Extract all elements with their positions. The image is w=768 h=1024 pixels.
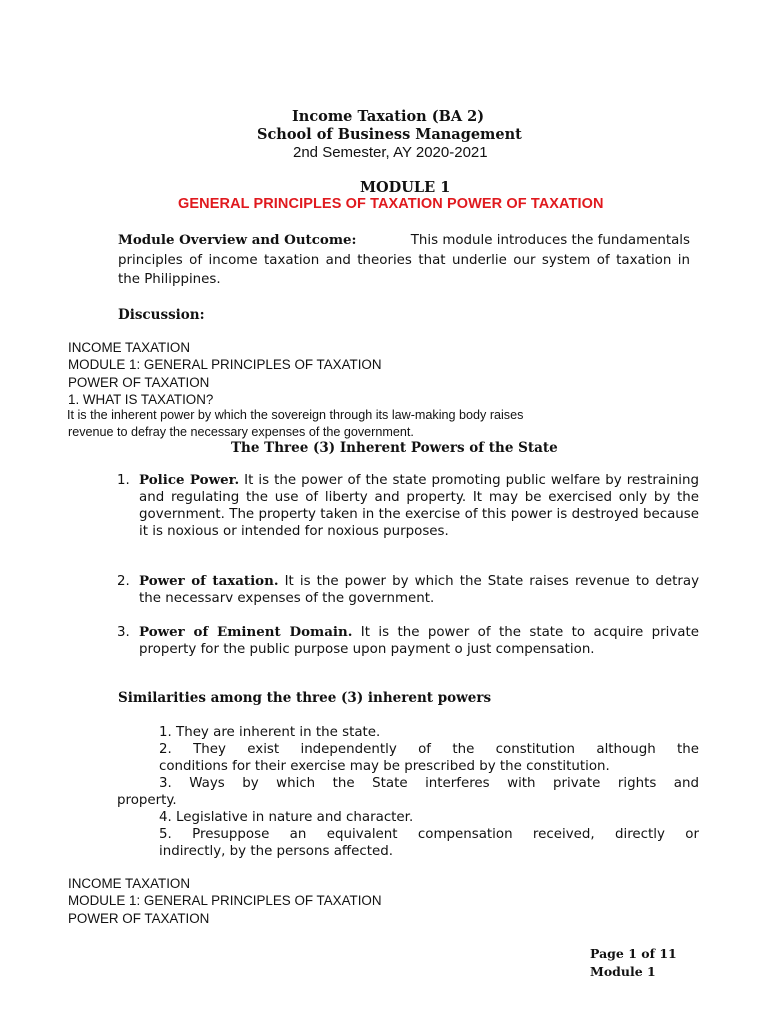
taxation-definition — [67, 407, 523, 440]
module-number: MODULE 1 — [360, 179, 451, 196]
page-footer — [590, 945, 677, 981]
similarity-item: 4. Legislative in nature and character. — [159, 810, 414, 825]
running-header-line: INCOME TAXATION — [68, 340, 191, 355]
power-text: It is the power of the state promoting public welfare by restraining and regulating the use of liberty and property. It may be exercised only by the government. The property taken in the exercise of this power is destroyed because it is noxious or intended for noxious purposes. — [139, 473, 700, 539]
school-name: School of Business Management — [257, 126, 522, 143]
power-text: It is the power by which the State raises revenue to detray the necessarv expenses of the government. — [139, 574, 699, 606]
running-header-bottom — [68, 875, 382, 927]
course-title: Income Taxation (BA 2) — [292, 108, 485, 125]
module-title: GENERAL PRINCIPLES OF TAXATION POWER OF TAXATION — [178, 196, 604, 212]
similarity-item: 3. Ways by which the State interferes with private rights and property. — [117, 776, 699, 808]
power-item — [117, 472, 699, 540]
overview-label: Module Overview and Outcome: — [118, 232, 357, 248]
similarity-item: 2. They exist independently of the constitution although the conditions for their exercise may be prescribed by the constitution. — [159, 742, 699, 774]
running-header-line: MODULE 1: GENERAL PRINCIPLES OF TAXATION — [68, 893, 382, 909]
definition-line: revenue to defray the necessary expenses of the government. — [68, 424, 414, 439]
similarities-list — [117, 724, 699, 860]
running-header-line: MODULE 1: GENERAL PRINCIPLES OF TAXATION — [68, 357, 382, 373]
running-header-top — [68, 339, 382, 408]
power-number: 1. — [117, 473, 130, 488]
power-title: Power of Eminent Domain. — [139, 624, 353, 640]
power-number: 3. — [117, 625, 130, 640]
power-item — [117, 573, 699, 607]
power-number: 2. — [117, 574, 130, 589]
semester-line: 2nd Semester, AY 2020-2021 — [293, 144, 488, 161]
running-header-line: POWER OF TAXATION — [68, 374, 210, 390]
running-header-line: INCOME TAXATION — [68, 876, 191, 891]
powers-heading: The Three (3) Inherent Powers of the State — [231, 440, 558, 456]
overview-text: principles of income taxation and theories that underlie our system of taxation in the Philippines. — [118, 253, 690, 287]
footer-module: Module 1 — [590, 964, 656, 979]
power-item — [117, 624, 699, 658]
definition-line: It is the inherent power by which the sovereign through its law-making body raises — [67, 408, 524, 422]
power-title: Police Power. — [139, 472, 240, 488]
page-number: Page 1 of 11 — [590, 946, 677, 961]
similarity-item: 1. They are inherent in the state. — [159, 725, 381, 740]
power-title: Power of taxation. — [139, 573, 279, 589]
power-text: It is the power of the state to acquire private property for the public purpose upon payment o just compensation. — [139, 625, 699, 657]
overview-line1: This module introduces the fundamentals — [410, 233, 690, 248]
similarity-item: 5. Presuppose an equivalent compensation received, directly or indirectly, by the persons affected. — [159, 827, 699, 859]
module-overview — [118, 232, 690, 289]
discussion-label: Discussion: — [118, 307, 205, 323]
similarities-heading: Similarities among the three (3) inherent powers — [118, 690, 492, 706]
running-header-line: POWER OF TAXATION — [68, 910, 210, 926]
running-header-line: 1. WHAT IS TAXATION? — [68, 391, 214, 407]
